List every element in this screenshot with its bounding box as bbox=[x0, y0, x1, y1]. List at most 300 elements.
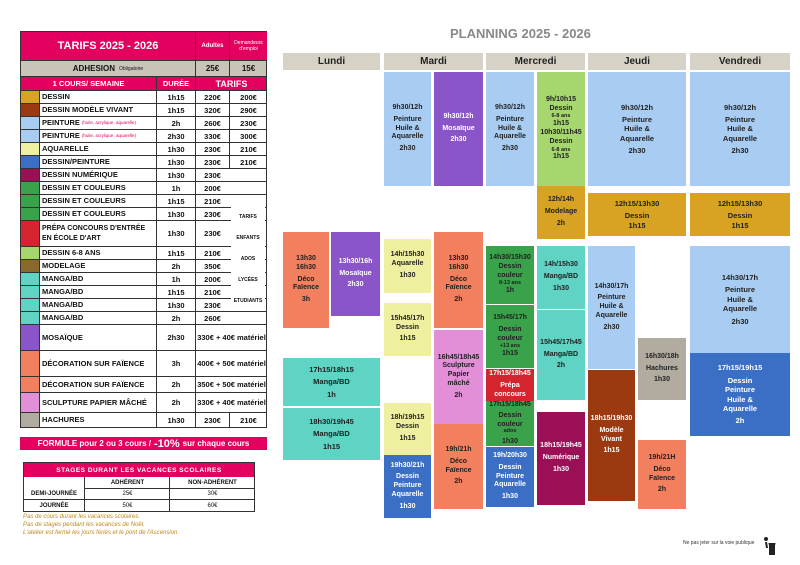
block-line: 2h bbox=[454, 296, 463, 304]
course-duree: 2h bbox=[156, 117, 195, 129]
block-line: Aquarelle bbox=[494, 481, 526, 489]
tarif-row bbox=[20, 247, 267, 260]
course-price-adulte: 350€ + 50€ matériel bbox=[195, 377, 267, 392]
block-line: 1h30 bbox=[399, 271, 416, 279]
course-label: PRÉPA CONCOURS D'ENTRÉE EN ÉCOLE D'ART bbox=[42, 225, 146, 242]
block-line: Hachures bbox=[646, 364, 678, 372]
color-swatch bbox=[21, 117, 39, 129]
block-line: Déco bbox=[449, 457, 468, 465]
block-line: 12h15/13h30 bbox=[614, 198, 660, 208]
schedule-block bbox=[588, 246, 635, 369]
course-price-demandeur: 210€ bbox=[229, 413, 267, 427]
course-name bbox=[39, 413, 156, 427]
block-line: Faïence bbox=[292, 284, 320, 292]
block-line: Peinture bbox=[724, 114, 755, 124]
course-label: MANGA/BD bbox=[42, 274, 84, 284]
course-price-demandeur: 200€ bbox=[229, 91, 267, 103]
course-duree: 3h bbox=[156, 351, 195, 376]
course-label: DESSIN/PEINTURE bbox=[42, 157, 110, 167]
block-line: 9h30/12h bbox=[392, 104, 423, 112]
color-swatch bbox=[21, 325, 39, 350]
course-name bbox=[39, 195, 156, 207]
block-line: Dessin bbox=[396, 473, 419, 481]
side-label: ETUDIANTS bbox=[233, 297, 263, 304]
course-duree: 1h30 bbox=[156, 156, 195, 168]
stage-label: DEMI-JOURNÉE bbox=[30, 490, 77, 497]
course-name bbox=[39, 91, 156, 103]
day-header-jeudi: Jeudi bbox=[588, 53, 686, 70]
block-line: 2h30 bbox=[628, 146, 646, 156]
block-line: 19h/20h30 bbox=[493, 452, 527, 460]
formule-end: sur chaque cours bbox=[182, 439, 250, 448]
schedule-block bbox=[486, 369, 534, 401]
block-line: 19h30/21h bbox=[390, 461, 425, 469]
footer-text: Ne pas jeter sur la voie publique bbox=[683, 540, 755, 546]
tarif-row bbox=[20, 299, 267, 312]
course-name bbox=[39, 312, 156, 324]
block-line: 1h30 bbox=[502, 493, 518, 501]
block-line: 2h bbox=[454, 478, 463, 486]
block-line: Faïence bbox=[445, 466, 472, 474]
course-duree: 1h bbox=[156, 182, 195, 194]
block-line: 14h30/15h30 bbox=[489, 254, 531, 262]
course-name bbox=[39, 169, 156, 181]
course-price-adulte: 400€ + 50€ matériel bbox=[195, 351, 267, 376]
course-note: (huile, acrylique, aquarelle) bbox=[81, 120, 136, 126]
adhesion-label: ADHESION bbox=[72, 64, 116, 73]
course-price-adulte: 320€ bbox=[195, 104, 229, 116]
tarif-row bbox=[20, 377, 267, 393]
course-duree: 2h bbox=[156, 312, 195, 324]
course-name bbox=[39, 393, 156, 412]
block-line: Aquarelle bbox=[722, 403, 758, 413]
duree-header: DURÉE bbox=[156, 77, 195, 90]
block-line: Manga/BD bbox=[543, 273, 579, 281]
block-line: Peinture bbox=[724, 285, 755, 295]
block-line: 2h30 bbox=[603, 323, 620, 331]
schedule-block bbox=[384, 72, 431, 186]
schedule-block bbox=[384, 239, 431, 293]
schedule-block bbox=[588, 370, 635, 501]
tarif-row bbox=[20, 273, 267, 286]
course-name bbox=[39, 156, 156, 168]
block-line: Peinture bbox=[393, 115, 422, 123]
block-line: 1h30 bbox=[553, 465, 569, 473]
schedule-block bbox=[638, 440, 686, 509]
col-non-adherent: NON-ADHÉRENT bbox=[169, 477, 255, 489]
block-line: 9h/10h15 bbox=[546, 95, 576, 103]
course-name bbox=[39, 351, 156, 376]
block-line: Peinture bbox=[495, 115, 524, 123]
course-price-demandeur: 210€ bbox=[229, 156, 267, 168]
block-line: 2h30 bbox=[731, 146, 749, 156]
block-line: 2h30 bbox=[502, 145, 518, 153]
block-line: 1h30 bbox=[399, 502, 416, 510]
block-line: Aquarelle bbox=[391, 490, 424, 498]
course-name bbox=[39, 286, 156, 298]
block-line: 6-8 ans bbox=[551, 113, 571, 120]
block-line: 15h45/17h bbox=[493, 314, 527, 322]
schedule-block bbox=[486, 72, 534, 186]
course-note: (huile, acrylique, aquarelle) bbox=[81, 133, 136, 139]
course-label: MANGA/BD bbox=[42, 300, 84, 310]
side-label: ENFANTS bbox=[236, 234, 260, 241]
schedule-block bbox=[537, 72, 585, 186]
block-line: Mosaïque bbox=[339, 269, 372, 277]
block-line: 2h bbox=[735, 416, 745, 426]
course-duree: 1h30 bbox=[156, 169, 195, 181]
schedule-block bbox=[690, 353, 790, 436]
block-line: 18h15/19h30 bbox=[590, 415, 633, 422]
block-line: Dessin bbox=[624, 211, 650, 221]
block-line: Peinture bbox=[393, 482, 422, 490]
tarif-row bbox=[20, 413, 267, 428]
block-line: Aquarelle bbox=[722, 133, 758, 143]
schedule-block bbox=[384, 403, 431, 455]
block-line: 6-8 ans bbox=[551, 146, 571, 153]
block-line: Modelage bbox=[544, 208, 578, 216]
course-price-adulte: 230€ bbox=[195, 413, 229, 427]
course-label: DÉCORATION SUR FAÏENCE bbox=[42, 358, 145, 368]
block-line: 1h30 bbox=[502, 437, 518, 445]
schedule-block bbox=[486, 447, 534, 507]
block-line: 2h bbox=[556, 219, 566, 227]
block-line: Modèle bbox=[599, 426, 624, 434]
course-name bbox=[39, 182, 156, 194]
day-header-vendredi: Vendredi bbox=[690, 53, 790, 70]
tarif-row bbox=[20, 169, 267, 182]
block-line: 12h15/13h30 bbox=[717, 198, 763, 208]
block-line: 14h/15h30 bbox=[544, 261, 578, 269]
note-line: L'atelier est fermé les jours fériés et le pont de l'Ascension. bbox=[23, 530, 180, 537]
block-line: Aquarelle bbox=[391, 260, 424, 268]
block-line: 1h15 bbox=[399, 434, 416, 442]
block-line: Faïence bbox=[648, 474, 676, 482]
tarifs-title: TARIFS 2025 - 2026 bbox=[21, 32, 195, 60]
course-price-adulte: 210€ bbox=[195, 247, 229, 259]
course-duree: 1h bbox=[156, 273, 195, 285]
course-price-adulte: 330€ + 40€ matériel bbox=[195, 393, 267, 412]
course-label: DESSIN bbox=[42, 92, 70, 102]
course-duree: 1h15 bbox=[156, 247, 195, 259]
course-duree: 2h30 bbox=[156, 130, 195, 142]
block-line: Faïence bbox=[445, 284, 472, 292]
block-line: 2h30 bbox=[450, 136, 467, 144]
tarif-row bbox=[20, 182, 267, 195]
course-duree: 1h30 bbox=[156, 413, 195, 427]
schedule-block bbox=[588, 72, 686, 186]
block-line: 15h45/17h45 bbox=[540, 338, 582, 346]
block-line: Peinture bbox=[621, 114, 652, 124]
block-line: 18h30/19h45 bbox=[309, 416, 354, 426]
note-line: Pas de cours durant les vacances scolaires. bbox=[23, 514, 141, 520]
block-line: mâché bbox=[447, 379, 470, 387]
block-line: Dessin bbox=[727, 211, 753, 221]
block-line: Déco bbox=[449, 275, 468, 283]
course-label: DESSIN ET COULEURS bbox=[42, 196, 126, 206]
course-label: MANGA/BD bbox=[42, 287, 84, 297]
course-price-adulte: 260€ bbox=[195, 312, 229, 324]
block-line: 1h15 bbox=[399, 335, 416, 343]
course-price-adulte: 220€ bbox=[195, 91, 229, 103]
course-label: DESSIN 6-8 ANS bbox=[42, 248, 101, 258]
course-label: DÉCORATION SUR FAÏENCE bbox=[42, 379, 145, 389]
course-name bbox=[39, 273, 156, 285]
tarif-row bbox=[20, 221, 267, 247]
color-swatch bbox=[21, 221, 39, 246]
block-line: Peinture bbox=[597, 294, 626, 302]
course-price-adulte: 330€ + 40€ matériel bbox=[195, 325, 267, 350]
course-price-demandeur: 300€ bbox=[229, 130, 267, 142]
tarif-row bbox=[20, 351, 267, 377]
block-line: 1h bbox=[327, 389, 336, 399]
block-line: 2h30 bbox=[399, 145, 416, 153]
block-line: Huile & bbox=[395, 124, 420, 132]
course-name bbox=[39, 143, 156, 155]
course-price-adulte: 210€ bbox=[195, 195, 229, 207]
course-label: MANGA/BD bbox=[42, 313, 84, 323]
block-line: Mosaïque bbox=[442, 124, 475, 132]
course-label: HACHURES bbox=[42, 415, 85, 425]
block-line: couleur bbox=[497, 334, 523, 342]
block-line: 1h30 bbox=[553, 284, 569, 292]
formule-bar bbox=[20, 437, 267, 450]
course-duree: 2h bbox=[156, 393, 195, 412]
adhesion-adulte: 25€ bbox=[195, 61, 229, 76]
course-duree: 1h30 bbox=[156, 208, 195, 220]
course-price-adulte: 330€ bbox=[195, 130, 229, 142]
block-line: 1h15 bbox=[731, 220, 749, 230]
course-price-demandeur: 290€ bbox=[229, 104, 267, 116]
course-duree: 2h bbox=[156, 377, 195, 392]
block-line: 1h30 bbox=[654, 376, 670, 384]
block-line: 9h30/12h bbox=[495, 104, 525, 112]
stage-row bbox=[24, 500, 254, 511]
color-swatch bbox=[21, 195, 39, 207]
course-price-adulte: 200€ bbox=[195, 182, 229, 194]
color-swatch bbox=[21, 413, 39, 427]
block-line: Dessin bbox=[396, 423, 419, 431]
block-line: 17h15/18h45 bbox=[489, 401, 531, 408]
color-swatch bbox=[21, 299, 39, 311]
block-line: Aquarelle bbox=[391, 133, 424, 141]
stage-row bbox=[24, 488, 254, 500]
course-duree: 1h30 bbox=[156, 221, 195, 246]
block-line: 14h/15h30 bbox=[390, 251, 425, 259]
course-price-adulte: 200€ bbox=[195, 273, 229, 285]
stage-non-adherent: 30€ bbox=[169, 488, 255, 499]
course-price-adulte: 230€ bbox=[195, 143, 229, 155]
schedule-block bbox=[537, 412, 585, 505]
block-line: Dessin bbox=[549, 104, 573, 112]
course-label: DESSIN NUMÉRIQUE bbox=[42, 170, 118, 180]
course-label: DESSIN ET COULEURS bbox=[42, 209, 126, 219]
side-label: TARIFS bbox=[239, 213, 257, 220]
schedule-block bbox=[283, 358, 380, 406]
color-swatch bbox=[21, 104, 39, 116]
schedule-block bbox=[588, 193, 686, 236]
schedule-block bbox=[283, 232, 329, 328]
schedule-block bbox=[537, 186, 585, 239]
block-line: 16h30/18h bbox=[645, 352, 679, 360]
color-swatch bbox=[21, 91, 39, 103]
schedule-block bbox=[384, 455, 431, 518]
block-line: Papier bbox=[447, 371, 470, 379]
side-label: ADOS bbox=[240, 255, 256, 262]
block-line: 9h30/12h bbox=[620, 102, 654, 112]
block-line: 9h30/12h bbox=[723, 102, 757, 112]
block-line: Huile & bbox=[727, 394, 753, 404]
schedule-block bbox=[434, 424, 483, 509]
course-label: PEINTURE bbox=[42, 118, 80, 128]
color-swatch bbox=[21, 260, 39, 272]
block-line: 18h15/19h45 bbox=[540, 442, 582, 450]
color-swatch bbox=[21, 377, 39, 392]
block-line: Aquarelle bbox=[494, 133, 526, 141]
col-adultes: Adultes bbox=[195, 32, 229, 60]
course-name bbox=[39, 104, 156, 116]
course-duree: 1h15 bbox=[156, 91, 195, 103]
course-price-adulte: 210€ bbox=[195, 286, 229, 298]
tarif-row bbox=[20, 91, 267, 104]
course-name bbox=[39, 130, 156, 142]
tarif-row bbox=[20, 195, 267, 208]
color-swatch bbox=[21, 208, 39, 220]
color-swatch bbox=[21, 312, 39, 324]
tarif-row bbox=[20, 117, 267, 130]
course-duree: 1h15 bbox=[156, 286, 195, 298]
block-line: 2h bbox=[454, 391, 463, 399]
course-label: PEINTURE bbox=[42, 131, 80, 141]
block-line: 13h30 bbox=[448, 255, 469, 263]
course-name bbox=[39, 208, 156, 220]
adhesion-note: Obligatoire bbox=[119, 65, 144, 72]
block-line: Aquarelle bbox=[619, 133, 655, 143]
color-swatch bbox=[21, 273, 39, 285]
block-line: 1h15 bbox=[553, 120, 569, 128]
course-name bbox=[39, 260, 156, 272]
stage-non-adherent: 60€ bbox=[169, 500, 255, 511]
color-swatch bbox=[21, 130, 39, 142]
course-price-adulte: 230€ bbox=[195, 221, 229, 246]
schedule-block bbox=[384, 303, 431, 356]
block-line: Dessin bbox=[498, 262, 522, 270]
block-line: 16h30 bbox=[296, 263, 316, 271]
tarif-row bbox=[20, 325, 267, 351]
block-line: 17h15/18h45 bbox=[489, 370, 531, 378]
course-label: DESSIN ET COULEURS bbox=[42, 183, 126, 193]
block-line: 10h30/11h45 bbox=[540, 129, 582, 136]
block-line: Manga/BD bbox=[313, 429, 350, 439]
cours-header-row bbox=[20, 77, 267, 91]
block-line: 17h15/19h15 bbox=[717, 363, 763, 373]
color-swatch bbox=[21, 169, 39, 181]
course-duree: 2h bbox=[156, 260, 195, 272]
day-header-mercredi: Mercredi bbox=[486, 53, 585, 70]
course-label: SCULPTURE PAPIER MÂCHÉ bbox=[42, 397, 147, 407]
block-line: Huile & bbox=[624, 124, 650, 134]
block-line: 2h30 bbox=[347, 281, 364, 289]
formule-pct: -10% bbox=[153, 437, 180, 450]
block-line: Déco bbox=[297, 275, 315, 283]
adhesion-row bbox=[20, 61, 267, 77]
block-line: 16h45/18h45 bbox=[437, 353, 480, 361]
color-swatch bbox=[21, 351, 39, 376]
block-line: 9h30/12h bbox=[443, 112, 474, 120]
block-line: Vivant bbox=[601, 435, 622, 443]
block-line: Manga/BD bbox=[313, 377, 350, 387]
schedule-block bbox=[283, 408, 380, 460]
block-line: 13h30 bbox=[296, 255, 316, 263]
tarif-row bbox=[20, 393, 267, 413]
schedule-block bbox=[690, 193, 790, 236]
color-swatch bbox=[21, 247, 39, 259]
stages-title: STAGES DURANT LES VACANCES SCOLAIRES bbox=[24, 463, 254, 477]
block-line: 15h45/17h bbox=[390, 314, 425, 322]
course-name bbox=[39, 247, 156, 259]
block-line: 1h15 bbox=[628, 220, 646, 230]
course-name bbox=[39, 117, 156, 129]
color-swatch bbox=[21, 286, 39, 298]
course-name bbox=[39, 221, 156, 246]
block-line: 13h30/16h bbox=[338, 257, 373, 265]
block-line: 1h15 bbox=[603, 447, 620, 455]
block-line: Huile & bbox=[727, 124, 753, 134]
block-line: Peinture bbox=[724, 385, 755, 395]
color-swatch bbox=[21, 156, 39, 168]
block-line: Dessin bbox=[498, 463, 522, 471]
side-label: LYCÉES bbox=[238, 276, 258, 283]
schedule-block bbox=[537, 246, 585, 309]
stage-adherent: 50€ bbox=[84, 500, 170, 511]
tarif-row bbox=[20, 312, 267, 325]
block-line: 12h/14h bbox=[547, 196, 575, 204]
adhesion-demandeur: 15€ bbox=[229, 61, 267, 76]
block-line: Dessin couleur bbox=[497, 412, 523, 428]
course-name bbox=[39, 325, 156, 350]
block-line: 3h bbox=[301, 296, 311, 304]
block-line: 2h bbox=[657, 486, 667, 494]
tarif-row bbox=[20, 208, 267, 221]
col-adherent: ADHÉRENT bbox=[84, 477, 170, 489]
block-line: Dessin bbox=[498, 325, 522, 333]
schedule-block bbox=[331, 232, 380, 316]
formule-text: FORMULE pour 2 ou 3 cours / bbox=[37, 439, 151, 448]
block-line: 19h/21h bbox=[445, 446, 472, 453]
block-line: concours bbox=[494, 390, 526, 398]
block-line: couleur bbox=[497, 271, 523, 279]
block-line: 14h30/17h bbox=[594, 282, 629, 290]
block-line: 1h15 bbox=[502, 350, 518, 358]
block-line: Numérique bbox=[542, 454, 580, 462]
block-line: Dessin bbox=[549, 137, 573, 145]
schedule-block bbox=[434, 232, 483, 328]
course-duree: 1h15 bbox=[156, 104, 195, 116]
tarif-row bbox=[20, 143, 267, 156]
course-price-adulte: 230€ bbox=[195, 156, 229, 168]
col-demandeurs: Demandeurs d'emploi bbox=[229, 32, 267, 60]
block-line: 2h30 bbox=[731, 316, 749, 326]
tarif-row bbox=[20, 104, 267, 117]
color-swatch bbox=[21, 182, 39, 194]
block-line: 17h15/18h15 bbox=[309, 364, 354, 374]
block-line: 1h bbox=[505, 287, 515, 295]
tarif-row bbox=[20, 156, 267, 169]
tarif-row bbox=[20, 260, 267, 273]
stage-label: JOURNÉE bbox=[39, 502, 69, 509]
course-label: AQUARELLE bbox=[42, 144, 89, 154]
schedule-block bbox=[537, 310, 585, 400]
